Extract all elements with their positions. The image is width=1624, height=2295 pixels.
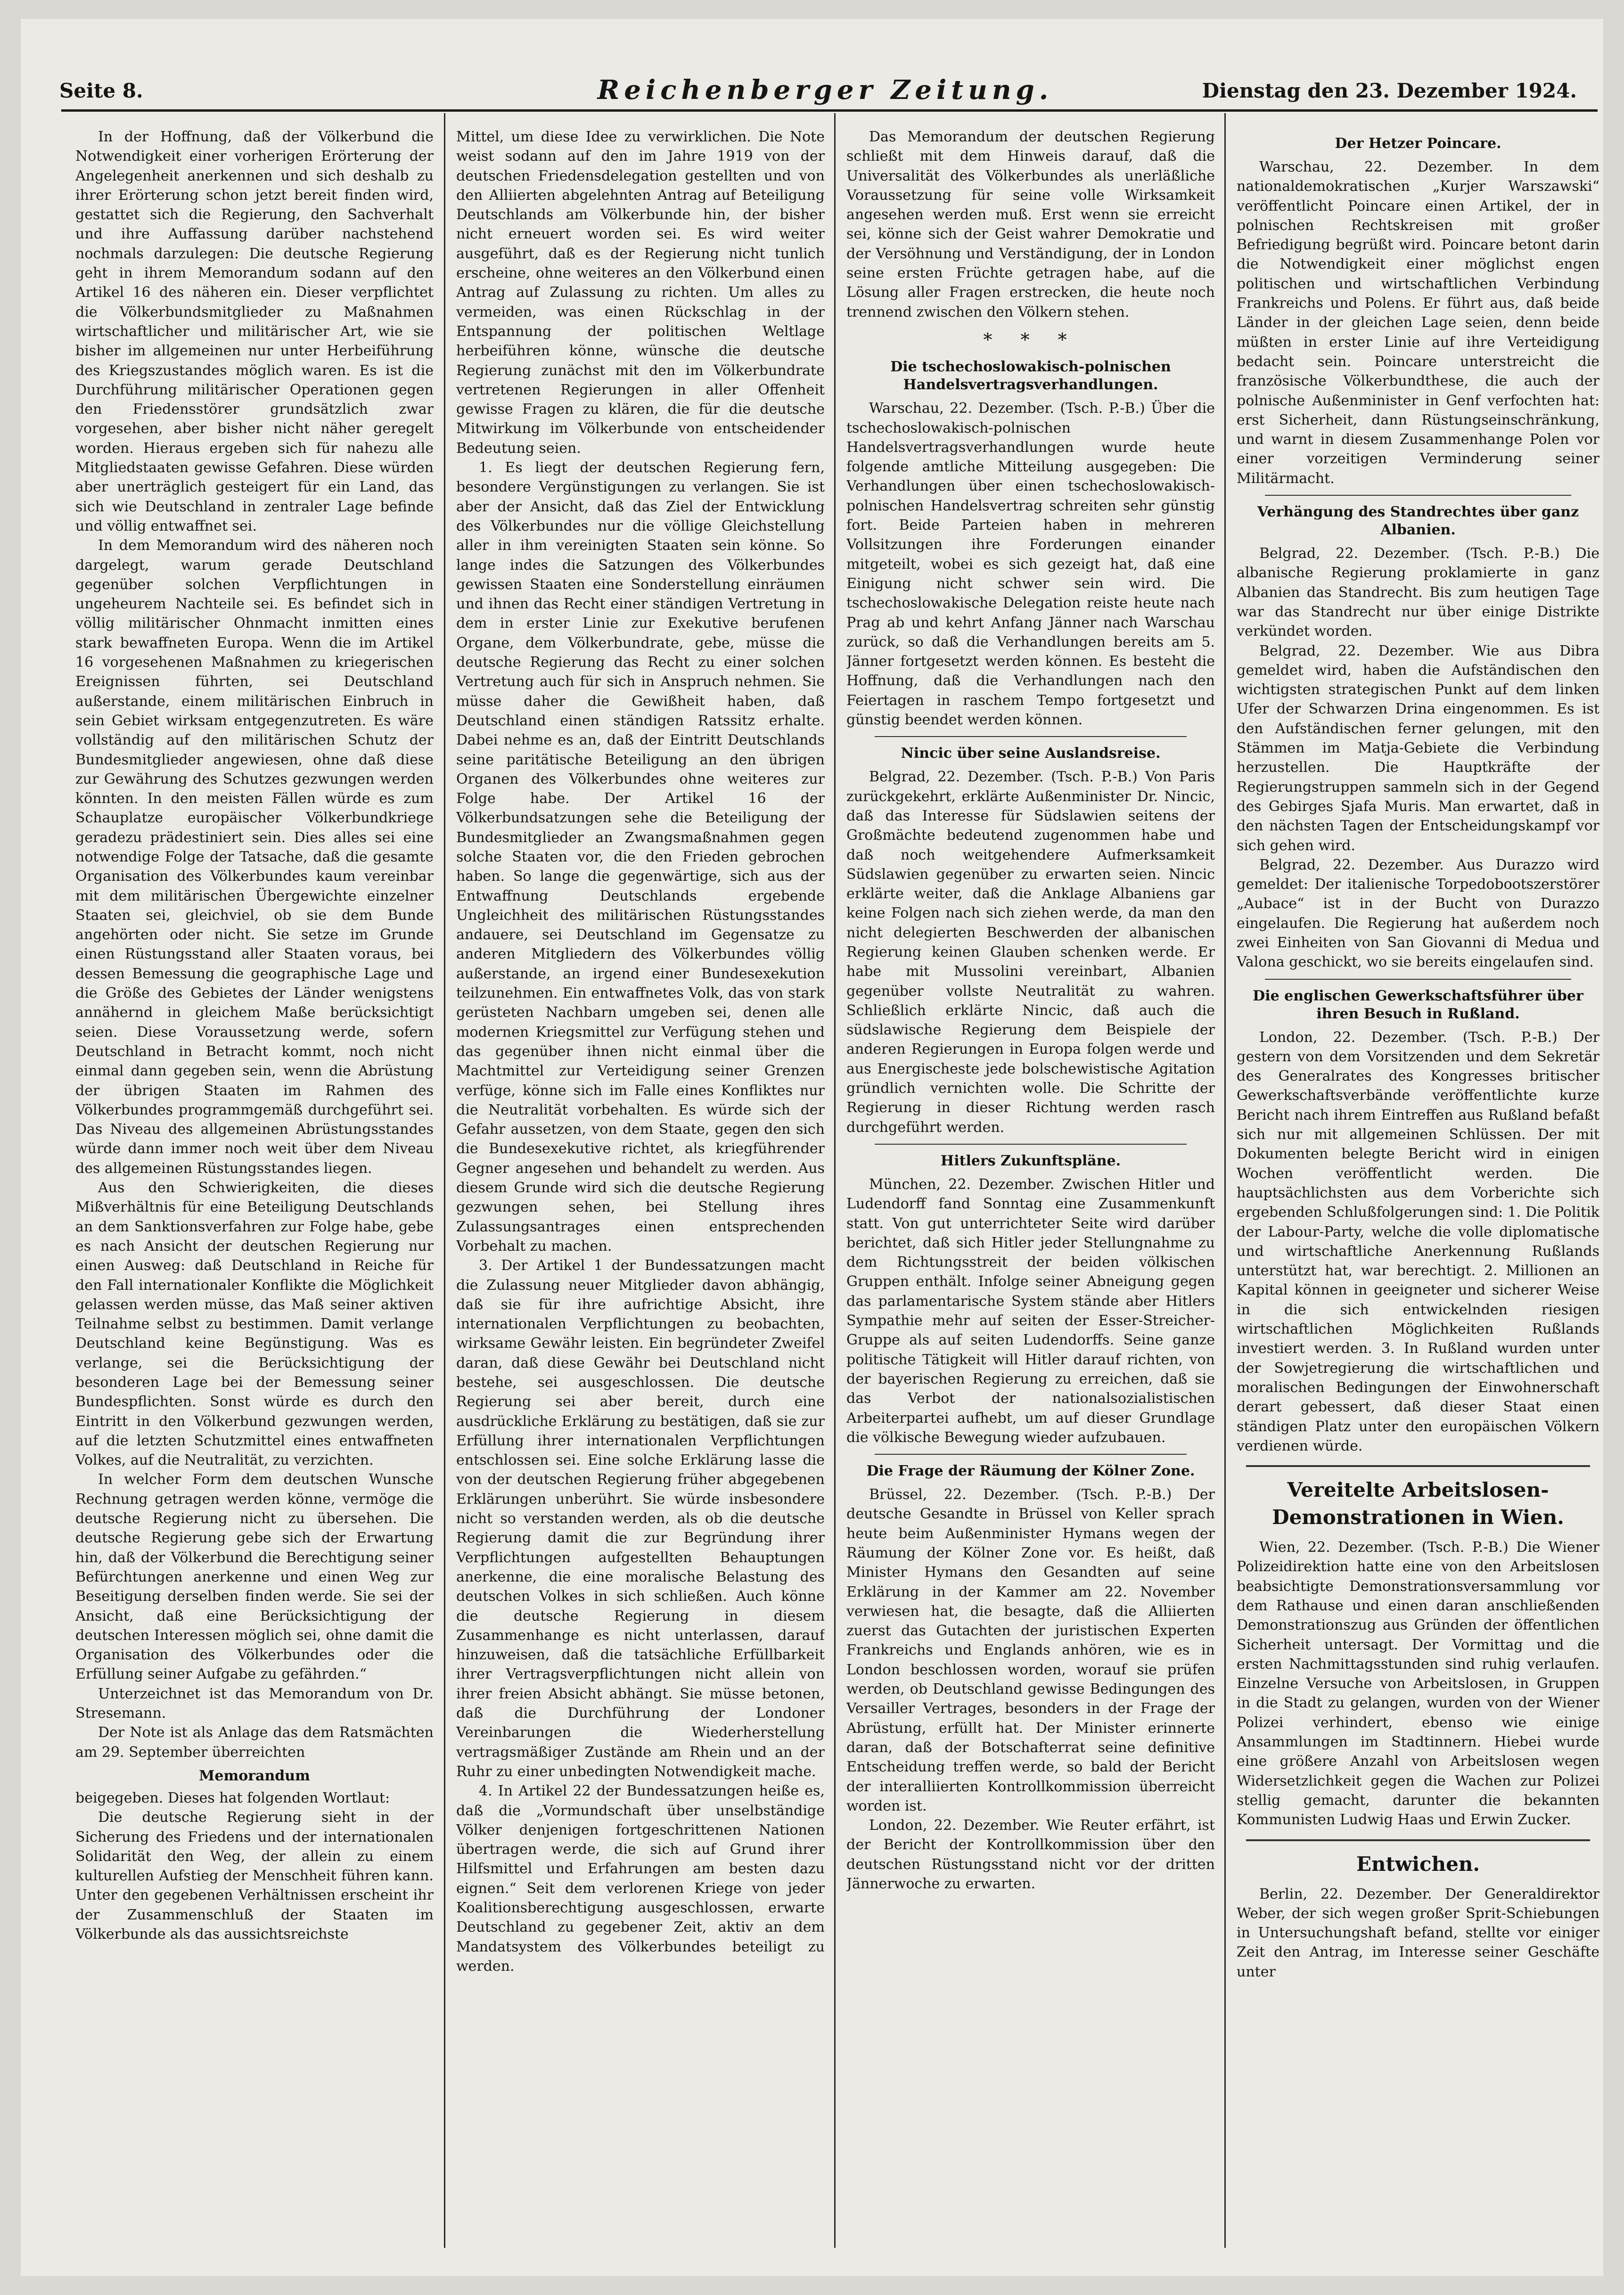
- article-paragraph: London, 22. Dezember. Wie Reuter erfährt, ist der Bericht der Kontrollkommission über den deutschen Rüstungsstand nicht vor der dritten Jännerwoche zu erwarten.: [846, 1817, 1215, 1893]
- article-paragraph: beigegeben. Dieses hat folgenden Wortlaut:: [75, 1789, 390, 1806]
- article-paragraph: Brüssel, 22. Dezember. (Tsch. P.-B.) Der deutsche Gesandte in Brüssel von Keller sprach heute beim Außenminister Hymans wegen der Räumung der Kölner Zone vor. Es heißt, daß Minister Hymans den Gesandten auf seine Erklärung in der Kammer am 22. November verwiesen hat, die besagte, daß die Alliierten zuerst das Gutachten der juristischen Experten Frankreichs und Englands anhören, wie es in London beschlossen worden, worauf sie prüfen werden, ob Deutschland gewisse Bedingungen des Versailler Vertrages, besonders in der Frage der Abrüstung, erfüllt hat. Der Minister erinnerte daran, daß der Botschafterrat seine definitive Entscheidung treffen werde, so bald der Bericht der interalliierten Kontrollkommission überreicht worden ist.: [846, 1486, 1215, 1814]
- article-paragraph: Wien, 22. Dezember. (Tsch. P.-B.) Die Wiener Polizeidirektion hatte eine von den Arbeitslosen beabsichtigte Demonstrationsversammlung vor dem Rathause und einen daran anschließenden Demonstrationszug aus Gründen der öffentlichen Sicherheit untersagt. Der Vormittag und die ersten Nachmittagsstunden sind ruhig verlaufen. Einzelne Versuche von Arbeitslosen, in Gruppen in die Stadt zu gelangen, wurden von der Wiener Polizei verhindert, ebenso wie einige Ansammlungen im Stadtinnern. Hiebei wurde eine größere Anzahl von Arbeitslosen wegen Widersetzlichkeit gegen die Wachen zur Polizei stellig gemacht, darunter die bekannten Kommunisten Ludwig Haas und Erwin Zucker.: [1237, 1539, 1599, 1828]
- divider: [1265, 495, 1571, 496]
- section-divider-stars: * * *: [983, 329, 1078, 350]
- article-paragraph: Mittel, um diese Idee zu verwirklichen. Die Note weist sodann auf den im Jahre 1919 von der deutschen Friedensdelegation gestellten und von den Alliierten abgelehnten Antrag auf Beteiligung Deutschlands am Völkerbunde hin, der bisher nicht erneuert worden sei. Es wird weiter ausgeführt, daß es der Regierung nicht tunlich erscheine, ohne weiteres an den Völkerbund einen Antrag auf Zulassung zu richten. Um alles zu vermeiden, was einen Rückschlag in der Entspannung der politischen Weltlage herbeiführen könne, wünsche die deutsche Regierung zunächst mit den im Völkerbundrate vertretenen Regierungen in aller Offenheit gewisse Fragen zu klären, die für die deutsche Mitwirkung im Völkerbunde von entscheidender Bedeutung seien.: [456, 129, 825, 457]
- section-subheading: Memorandum: [199, 1767, 310, 1784]
- divider: [875, 736, 1187, 737]
- divider: [1246, 1839, 1590, 1841]
- article-paragraph: 1. Es liegt der deutschen Regierung fern, besondere Vergünstigungen zu verlangen. Sie ist aber der Ansicht, daß das Ziel der Entwicklung des Völkerbundes nur die völlige Gleichstellung aller in ihm vereinigten Staaten sein könne. So lange indes die Satzungen des Völkerbundes gewissen Staaten eine Sonderstellung einräumen und ihnen das Recht einer ständigen Vertretung in dem in erster Linie zur Exekutive berufenen Organe, dem Völkerbundrate, gebe, müsse die deutsche Regierung das Recht zu einer solchen Vertretung auch für sich in Anspruch nehmen. Sie müsse daher die Gewißheit haben, daß Deutschland einen ständigen Ratssitz erhalte. Dabei nehme es an, daß der Eintritt Deutschlands seine paritätische Beteiligung an den übrigen Organen des Völkerbundes ohne weiteres zur Folge habe. Der Artikel 16 der Völkerbundsatzungen sehe die Beteiligung der Bundesmitglieder an Zwangsmaßnahmen gegen solche Staaten vor, die den Frieden gebrochen haben. So lange die gegenwärtige, sich aus der Entwaffnung Deutschlands ergebende Ungleichheit des militärischen Rüstungsstandes andauere, sei Deutschland im Gegensatze zu anderen Mitgliedern des Völkerbundes völlig außerstande, an irgend einer Bundesexekution teilzunehmen. Ein entwaffnetes Volk, das von stark gerüsteten Nachbarn umgeben sei, denen alle modernen Kriegsmittel zur Verfügung stehen und das gegenüber ihnen nicht einmal über die Machtmittel zur Verteidigung seiner Grenzen verfüge, könne sich im Falle eines Konfliktes nur die Neutralität vorbehalten. Es würde sich der Gefahr aussetzen, von dem Staate, gegen den sich die Bundesexekutive richtet, als kriegführender Gegner angesehen und behandelt zu werden. Aus diesem Grunde wird sich die deutsche Regierung gezwungen sehen, bei Stellung ihres Zulassungsantrages einen entsprechenden Vorbehalt zu machen.: [456, 459, 825, 1254]
- header-rule: [61, 109, 1598, 112]
- issue-date: Dienstag den 23. Dezember 1924.: [1202, 79, 1577, 102]
- article-headline: Nincic über seine Auslandsreise.: [901, 745, 1161, 762]
- article-paragraph: Belgrad, 22. Dezember. Wie aus Dibra gemeldet wird, haben die Aufständischen den wichtigsten strategischen Punkt auf dem linken Ufer der Schwarzen Drina eingenommen. Es ist den Aufständischen ferner gelungen, mit den Stämmen im Matja-Gebiete die Verbindung herzustellen. Die Hauptkräfte der Regierungstruppen sammeln sich in der Gegend des Gebirges Sjafa Muris. Man erwartet, daß in den nächsten Tagen der Entscheidungskampf vor sich gehen wird.: [1237, 642, 1599, 854]
- article-paragraph: Belgrad, 22. Dezember. (Tsch. P.-B.) Von Paris zurückgekehrt, erklärte Außenminister Dr. Nincic, daß das Interesse für Südslawien seitens der Großmächte bedeutend zugenommen habe und daß noch weitgehendere Aufmerksamkeit Südslawien gegenüber zu erwarten seien. Nincic erklärte weiter, daß die Anklage Albaniens gar keine Folgen nach sich ziehen werde, da man den nicht delegierten Beschwerden der albanischen Regierung keinen Glauben schenken werde. Er habe mit Mussolini vereinbart, Albanien gegenüber vollste Neutralität zu wahren. Schließlich erklärte Nincic, daß auch die südslawische Regierung dem Beispiele der anderen Regierungen in Europa folgen werde und aus Energischeste jede bolschewistische Agitation gründlich vernichten wolle. Die Schritte der Regierung in dieser Richtung werden rasch durchgeführt werden.: [846, 769, 1215, 1136]
- article-headline: Die tschechoslowakisch-polnischen Handelsvertragsverhandlungen.: [890, 359, 1171, 393]
- column-4: [1237, 127, 1599, 2253]
- article-paragraph: Das Memorandum der deutschen Regierung schließt mit dem Hinweis darauf, daß die Universalität des Völkerbundes als unerläßliche Voraussetzung für seine volle Wirksamkeit angesehen werden muß. Erst wenn sie erreicht sei, könne sich der Geist wahrer Demokratie und der Versöhnung und Verständigung, der in London seine ersten Früchte getragen habe, auf die Lösung aller Fragen erstrecken, die heute noch trennend zwischen den Völkern stehen.: [846, 129, 1215, 320]
- article-headline-large: Entwichen.: [1356, 1852, 1480, 1876]
- article-headline: Verhängung des Standrechtes über ganz Albanien.: [1257, 504, 1579, 539]
- divider: [1246, 1465, 1590, 1467]
- page-number: Seite 8.: [59, 79, 143, 102]
- masthead: [45, 71, 1605, 108]
- article-headline-large: Vereitelte Arbeitslosen-Demonstrationen in Wien.: [1272, 1478, 1564, 1529]
- article-paragraph: Warschau, 22. Dezember. In dem nationaldemokratischen „Kurjer Warszawski“ veröffentlicht Poincare einen Artikel, der in polnischen Rechtskreisen mit großer Befriedigung begrüßt wird. Poincare betont darin die Notwendigkeit einer möglichst engen politischen und wirtschaftlichen Verbindung Frankreichs und Polens. Er führt aus, daß beide Länder in der gleichen Lage seien, denn beide müßten in erster Linie auf ihre Verteidigung bedacht sein. Poincare unterstreicht die französische Völkerbundthese, die auch der polnische Außenminister in Genf verfochten hat: erst Sicherheit, dann Rüstungseinschränkung, und warnt in diesem Zusammenhange Polen vor einer vorzeitigen Verminderung seiner Militärmacht.: [1237, 159, 1599, 487]
- column-2: [456, 127, 825, 2253]
- article-paragraph: Warschau, 22. Dezember. (Tsch. P.-B.) Über die tschechoslowakisch-polnischen Handelsvertragsverhandlungen wurde heute folgende amtliche Mitteilung ausgegeben: Die Verhandlungen über einen tschechoslowakisch-polnischen Handelsvertrag schreiten sehr günstig fort. Beide Parteien haben in mehreren Vollsitzungen ihre Forderungen einander mitgeteilt, wobei es sich gezeigt hat, daß eine Einigung nicht schwer sein wird. Die tschechoslowakische Delegation reiste heute nach Prag ab und kehrt Anfang Jänner nach Warschau zurück, so daß die Verhandlungen bereits am 5. Jänner fortgesetzt werden können. Es besteht die Hoffnung, daß die Verhandlungen nach den Feiertagen in raschem Tempo fortgesetzt und günstig beendet werden können.: [846, 400, 1215, 729]
- article-paragraph: In dem Memorandum wird des näheren noch dargelegt, warum gerade Deutschland gegenüber solchen Verpflichtungen in ungeheurem Nachteile sei. Es befindet sich in völlig militärischer Ohnmacht inmitten eines stark bewaffneten Europa. Wenn die im Artikel 16 vorgesehenen Maßnahmen zu kriegerischen Ereignissen führten, sei Deutschland außerstande, einem militärischen Einbruch in sein Gebiet wirksam entgegenzutreten. Es wäre vollständig auf den militärischen Schutz der Bundesmitglieder angewiesen, ohne daß diese zur Gewährung des Schutzes gezwungen werden könnten. In den meisten Fällen würde es zum Schauplatze europäischer Völkerbundkriege geradezu prädestiniert sein. Dies alles sei eine notwendige Folge der Tatsache, daß die gesamte Organisation des Völkerbundes kaum vereinbar mit dem militärischen Übergewichte einzelner Staaten sei, gleichviel, ob sie dem Bunde angehörten oder nicht. Sie setze im Grunde einen Rüstungsstand aller Staaten voraus, bei dessen Bemessung die geographische Lage und die Größe des Gebietes der Länder wenigstens annähernd in gleichem Maße berücksichtigt seien. Diese Voraussetzung werde, sofern Deutschland in Betracht kommt, noch nicht einmal dann gegeben sein, wenn die Abrüstung der übrigen Staaten im Rahmen des Völkerbundes programmgemäß durchgeführt sei. Das Niveau des allgemeinen Abrüstungsstandes würde dann immer noch weit über dem Niveau des allgemeinen Rüstungsstandes liegen.: [75, 537, 434, 1177]
- column-rule: [444, 113, 445, 2248]
- article-headline: Der Hetzer Poincare.: [1335, 135, 1501, 152]
- article-headline: Die englischen Gewerkschaftsführer über ihren Besuch in Rußland.: [1253, 987, 1583, 1022]
- column-rule: [1224, 113, 1226, 2248]
- article-paragraph: In welcher Form dem deutschen Wunsche Rechnung getragen werden könne, vermöge die deutsche Regierung nicht zu übersehen. Die deutsche Regierung gebe sich der Erwartung hin, daß der Völkerbund die Berechtigung seiner Befürchtungen anerkenne und einen Weg zur Beseitigung derselben finden werde. Sie sei der Ansicht, daß eine Berücksichtigung der deutschen Interessen möglich sei, ohne damit die Organisation des Völkerbundes oder die Erfüllung seiner Aufgabe zu gefährden.“: [75, 1471, 434, 1683]
- article-paragraph: München, 22. Dezember. Zwischen Hitler und Ludendorff fand Sonntag eine Zusammenkunft statt. Von gut unterrichteter Seite wird darüber berichtet, daß sich Hitler jeder Stellungnahme zu dem Richtungsstreit der beiden völkischen Gruppen enthält. Infolge seiner Abneigung gegen das parlamentarische System stände aber Hitlers Sympathie mehr auf seiten der Esser-Streicher-Gruppe als auf seiten Ludendorffs. Seine ganze politische Tätigkeit will Hitler darauf richten, von der bayerischen Regierung zu erreichen, daß sie das Verbot der nationalsozialistischen Arbeiterpartei aufhebt, um auf dieser Grundlage die völkische Bewegung wieder aufzubauen.: [846, 1176, 1215, 1446]
- article-paragraph: Belgrad, 22. Dezember. Aus Durazzo wird gemeldet: Der italienische Torpedobootszerstörer „Aubace“ ist in der Bucht von Durazzo eingelaufen. Die Regierung hat außerdem noch zwei Einheiten von San Giovanni di Medua und Valona geschickt, wo sie bereits eingelaufen sind.: [1237, 856, 1599, 971]
- column-3: [846, 127, 1215, 2253]
- article-paragraph: Belgrad, 22. Dezember. (Tsch. P.-B.) Die albanische Regierung proklamierte in ganz Albanien das Standrecht. Bis zum heutigen Tage war das Standrecht nur über einige Distrikte verkündet worden.: [1237, 545, 1599, 640]
- article-paragraph: Berlin, 22. Dezember. Der Generaldirektor Weber, der sich wegen großer Sprit-Schiebungen in Untersuchungshaft befand, stellte vor einiger Zeit den Antrag, im Interesse seiner Geschäfte unter: [1237, 1885, 1599, 1980]
- article-paragraph: 4. In Artikel 22 der Bundessatzungen heiße es, daß die „Vormundschaft über unselbständige Völker denjenigen fortgeschrittenen Nationen übertragen werde, die sich auf Grund ihrer Hilfsmittel und Erfahrungen am besten dazu eignen.“ Seit dem verlorenen Kriege von jeder Koalitionsberechtigung ausgeschlossen, erwarte Deutschland zu gegebener Zeit, aktiv an dem Mandatsystem des Völkerbundes beteiligt zu werden.: [456, 1783, 825, 1975]
- article-headline: Die Frage der Räumung der Kölner Zone.: [866, 1463, 1195, 1480]
- article-paragraph: Der Note ist als Anlage das dem Ratsmächten am 29. September überreichten: [75, 1724, 434, 1761]
- article-paragraph: Die deutsche Regierung sieht in der Sicherung des Friedens und der internationalen Solidarität den Weg, der allein zu einem kulturellen Aufstieg der Menschheit führen kann. Unter den gegebenen Verhältnissen erscheint ihr der Zusammenschluß der Staaten im Völkerbunde als das aussichtsreichste: [75, 1809, 434, 1943]
- divider: [875, 1454, 1187, 1455]
- article-paragraph: London, 22. Dezember. (Tsch. P.-B.) Der gestern von dem Vorsitzenden und dem Sekretär des Generalrates des Kongresses britischer Gewerkschaftsverbände veröffentlichte kurze Bericht nach ihrem Eintreffen aus Rußland befaßt sich nur mit allgemeinen Schlüssen. Der mit Dokumenten belegte Bericht wird in einigen Wochen veröffentlicht werden. Die hauptsächlichsten aus dem Vorberichte sich ergebenden Schlußfolgerungen sind: 1. Die Politik der Labour-Party, welche die volle diplomatische und wirtschaftliche Anerkennung Rußlands unterstützt hat, war berechtigt. 2. Millionen an Kapital können in geeigneter und sicherer Weise in die sich entwickelnden riesigen wirtschaftlichen Möglichkeiten Rußlands investiert werden. 3. In Rußland wurden unter der Sowjetregierung die wirtschaftlichen und moralischen Bedingungen der Einwohnerschaft derart gebessert, daß dieser Staat einen ständigen Platz unter den europäischen Völkern verdienen würde.: [1237, 1029, 1599, 1454]
- article-paragraph: 3. Der Artikel 1 der Bundessatzungen macht die Zulassung neuer Mitglieder davon abhängig, daß sie für ihre aufrichtige Absicht, ihre internationalen Verpflichtungen zu beobachten, wirksame Gewähr leisten. Ein begründeter Zweifel daran, daß diese Gewähr bei Deutschland nicht bestehe, sei ausgeschlossen. Die deutsche Regierung sei aber bereit, durch eine ausdrückliche Erklärung zu bestätigen, daß sie zur Erfüllung ihrer internationalen Verpflichtungen entschlossen sei. Eine solche Erklärung lasse die von der deutschen Regierung früher abgegebenen Erklärungen unberührt. Sie würde insbesondere nicht so verstanden werden, als ob die deutsche Regierung damit die zur Begründung ihrer Verpflichtungen aufgestellten Behauptungen anerkenne, die eine moralische Belastung des deutschen Volkes in sich schließen. Auch könne die deutsche Regierung in diesem Zusammenhange es nicht unterlassen, darauf hinzuweisen, daß die tatsächliche Erfüllbarkeit ihrer Vertragsverpflichtungen nicht allein von ihrer freien Absicht abhängt. Sie müsse betonen, daß die Durchführung der Londoner Vereinbarungen die Wiederherstellung vertragsmäßiger Zustände am Rhein und an der Ruhr zu einer unbedingten Notwendigkeit mache.: [456, 1257, 825, 1780]
- column-rule: [834, 113, 836, 2248]
- newspaper-title: Reichenberger Zeitung.: [597, 74, 1053, 106]
- article-headline: Hitlers Zukunftspläne.: [940, 1152, 1121, 1169]
- article-paragraph: Aus den Schwierigkeiten, die dieses Mißverhältnis für eine Beteiligung Deutschlands an dem Sanktionsverfahren zur Folge habe, gebe es nach Ansicht der deutschen Regierung nur einen Ausweg: daß Deutschland in Reiche für den Fall internationaler Konflikte die Möglichkeit gelassen werden müsse, das Maß seiner aktiven Teilnahme selbst zu bestimmen. Damit verlange Deutschland keine Begünstigung. Was es verlange, sei die Berücksichtigung der besonderen Lage bei der Bemessung seiner Bundespflichten. Sonst würde es durch den Eintritt in den Völkerbund gezwungen werden, auf die letzten Schutzmittel eines entwaffneten Volkes, auf die Neutralität, zu verzichten.: [75, 1180, 434, 1469]
- article-paragraph: Unterzeichnet ist das Memorandum von Dr. Stresemann.: [75, 1685, 434, 1722]
- article-paragraph: In der Hoffnung, daß der Völkerbund die Notwendigkeit einer vorherigen Erörterung der Angelegenheit anerkennen und sich deshalb zu ihrer Erörterung schon jetzt bereit finden wird, gestattet sich die Regierung, den Sachverhalt und ihre Auffassung darüber nachstehend nochmals darzulegen: Die deutsche Regierung geht in ihrem Memorandum sodann auf den Artikel 16 des näheren ein. Dieser verpflichtet die Völkerbundsmitglieder zu Maßnahmen wirtschaftlicher und militärischer Art, wie sie bisher im allgemeinen nur unter Herbeiführung des Kriegszustandes möglich waren. Es ist die Durchführung militärischer Operationen gegen den Friedensstörer grundsätzlich zwar vorgesehen, aber bisher nicht näher geregelt worden. Hieraus ergeben sich für nahezu alle Mitgliedstaaten gewisse Gefahren. Diese würden aber unerträglich gesteigert für ein Land, das sich wie Deutschland in zentraler Lage befinde und völlig entwaffnet sei.: [75, 129, 434, 534]
- column-1: [75, 127, 434, 2253]
- divider: [875, 1144, 1187, 1145]
- divider: [1265, 979, 1571, 980]
